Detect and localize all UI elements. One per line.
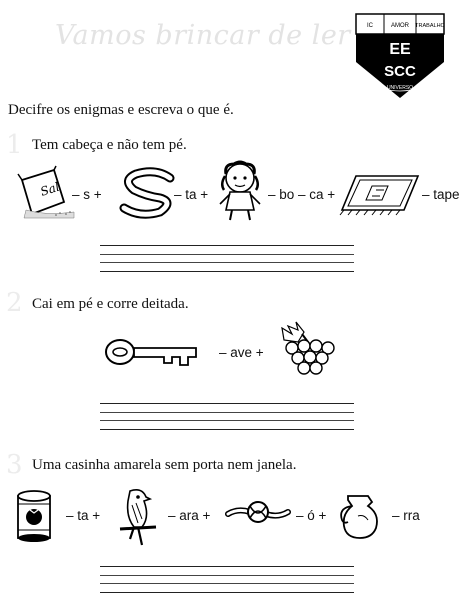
riddle-3-question: Uma casinha amarela sem porta nem janela. — [32, 457, 297, 473]
riddle-3-number: 3 — [6, 450, 23, 480]
logo-initials-top: EE — [389, 41, 411, 58]
doll-icon — [214, 160, 266, 222]
grapes-icon — [268, 322, 338, 378]
salt-sack-label: Sal — [38, 179, 62, 199]
riddle-3-answer-lines[interactable] — [100, 566, 354, 593]
riddle-1-op-3: – bo – ca + — [268, 187, 336, 202]
instruction: Decifre os enigmas e escreva o que é. — [8, 102, 234, 118]
key-icon — [104, 335, 200, 369]
riddle-1-op-4: – tape — [422, 187, 460, 202]
riddle-2-op-1: – ave + — [219, 345, 264, 360]
logo-word-mid: AMOR — [391, 23, 409, 29]
letter-s-icon — [118, 168, 178, 218]
knot-icon — [226, 498, 290, 530]
logo-word-left: IC — [367, 23, 373, 29]
riddle-3-op-3: – ó + — [296, 508, 327, 523]
riddle-2-question: Cai em pé e corre deitada. — [32, 296, 189, 312]
riddle-1-answer-lines[interactable] — [100, 245, 354, 272]
riddle-3-op-4: – rra — [392, 508, 420, 523]
jug-icon — [338, 492, 386, 540]
salt-sack-icon — [16, 166, 76, 218]
riddle-3-op-1: – ta + — [66, 508, 101, 523]
logo-banner: UNIVERSO — [386, 85, 414, 91]
tomato-can-icon — [14, 490, 54, 542]
riddle-3-op-2: – ara + — [168, 508, 211, 523]
logo-word-right: TRABALHO — [415, 23, 445, 29]
parrot-icon — [116, 487, 162, 547]
riddle-1-op-2: – ta + — [174, 187, 209, 202]
riddle-2-answer-lines[interactable] — [100, 403, 354, 430]
logo-initials-bottom: SCC — [384, 63, 416, 80]
riddle-1-op-1: – s + — [72, 187, 102, 202]
riddle-1-question: Tem cabeça e não tem pé. — [32, 137, 187, 153]
faded-header-title: Vamos brincar de ler — [55, 20, 351, 51]
riddle-1-number: 1 — [6, 130, 23, 160]
rug-icon — [340, 172, 420, 216]
school-logo — [350, 10, 450, 102]
riddle-2-number: 2 — [6, 288, 23, 318]
